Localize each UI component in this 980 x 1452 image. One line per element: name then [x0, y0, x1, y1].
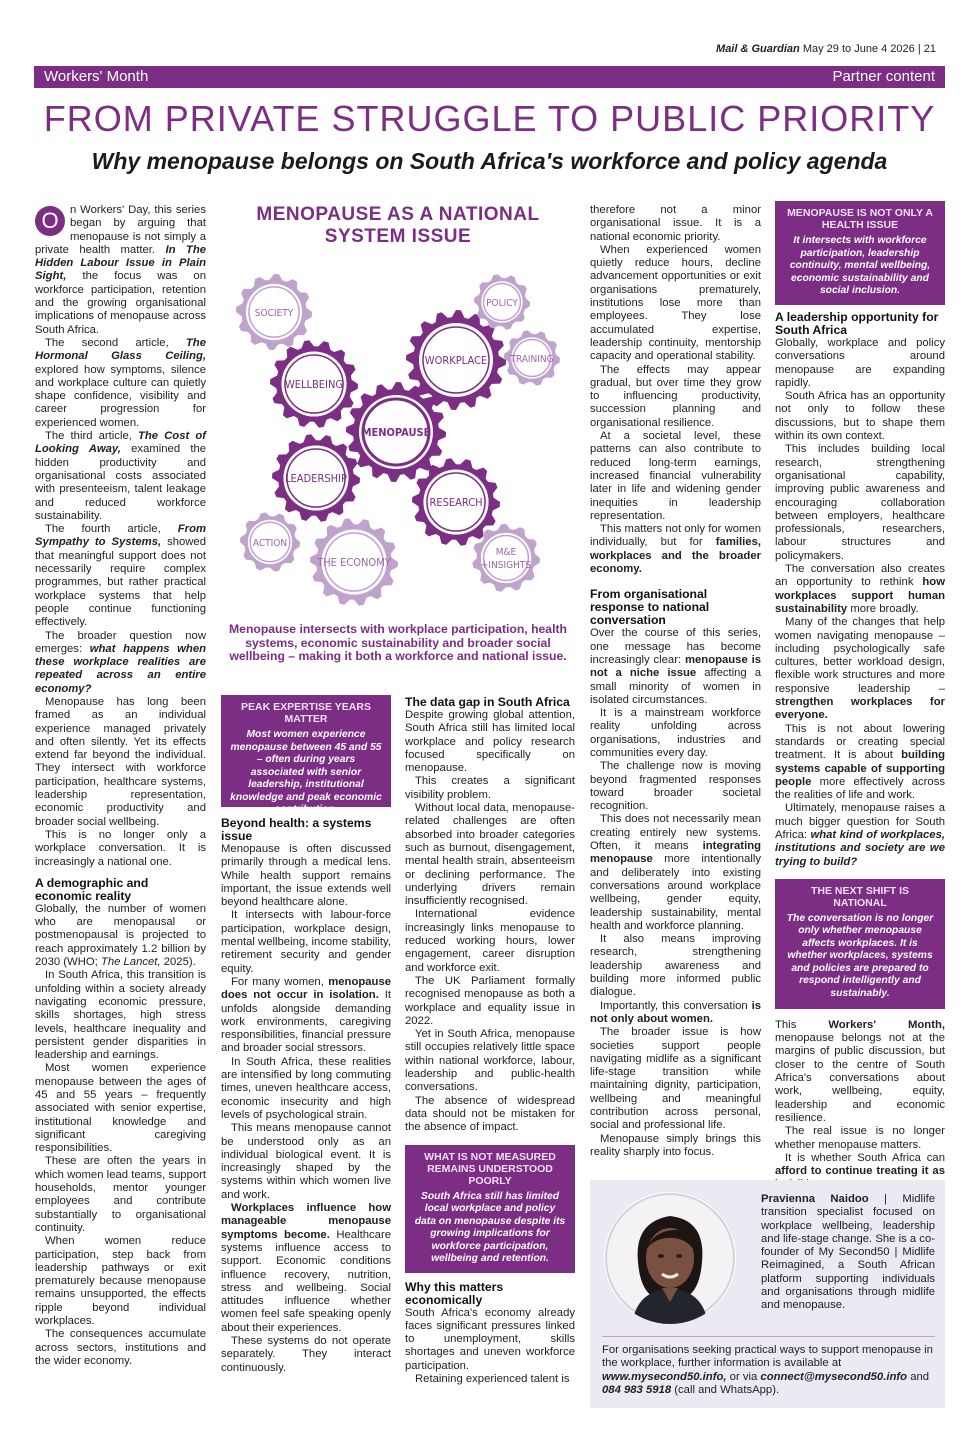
paragraph: This includes building local research, strengthening organisational capability, improving public awareness and encouraging collaboration between employers, healthcare professionals, researchers, labour structures and policymakers.: [775, 443, 945, 562]
gear-label: ACTION: [252, 538, 288, 549]
gear-action: [240, 512, 300, 571]
gear-label: RESEARCH: [429, 496, 483, 509]
box-title: PEAK EXPERTISE YEARS MATTER: [241, 701, 371, 725]
subheading: The data gap in South Africa: [405, 695, 570, 709]
paragraph: In South Africa, this transition is unfolding within a society already navigating economic pressure, skills shortages, high stress levels, healthcare inequality and persistent gender disparities in leadership and earnings.: [35, 969, 206, 1062]
column-4: [590, 204, 761, 1159]
column-5: [775, 311, 945, 1192]
partner-label: Partner content: [832, 68, 935, 85]
paragraph: Retaining experienced talent is: [415, 1372, 570, 1385]
box-body: The conversation is no longer only whether menopause affects workplaces. It is whether workplaces, systems and policies are prepared to respond intelligently and sustainably.: [786, 912, 934, 999]
paragraph: It is a mainstream workforce reality unfolding across organisations, industries and communities every day.: [590, 707, 761, 759]
headline: FROM PRIVATE STRUGGLE TO PUBLIC PRIORITY: [43, 98, 936, 139]
paragraph: The consequences accumulate across sectors, institutions and the wider economy.: [35, 1328, 206, 1367]
paragraph: The conversation also creates an opportunity to rethink how workplaces support human sustainability more broadly.: [775, 563, 945, 615]
menopause-gear-diagram: [222, 254, 574, 622]
gear-label: WELLBEING: [284, 378, 344, 391]
masthead: Mail & Guardian May 29 to June 4 2026 | 21: [716, 43, 936, 55]
paragraph: The absence of widespread data should not be mistaken for the absence of impact.: [405, 1094, 575, 1134]
box-title: WHAT IS NOT MEASURED REMAINS UNDERSTOOD POORLY: [424, 1150, 556, 1187]
paragraph: Ultimately, menopause raises a much bigger question for South Africa: what kind of workplaces, institutions and society are we trying to build?: [775, 802, 945, 868]
author-contact: For organisations seeking practical ways to support menopause in the workplace, further information is available at www.mysecond50.info, or via connect@mysecond50.info and 084 983 5918 (call and WhatsApp).: [602, 1344, 933, 1396]
box-title: THE NEXT SHIFT IS NATIONAL: [810, 884, 909, 909]
gear-the-economy: [310, 518, 398, 605]
next-shift-box: [775, 879, 945, 1009]
column-3: [405, 696, 575, 1386]
paragraph: The broader question now emerges: what happens when these workplace realities are repeated across an entire economy?: [35, 629, 206, 695]
email-link[interactable]: connect@mysecond50.info: [760, 1370, 908, 1383]
box-body: Most women experience menopause between 45 and 55 – often during years associated with senior leadership, institutional knowledge and peak economic contribution.: [230, 729, 382, 815]
gear-wellbeing: [270, 340, 358, 427]
box-body: It intersects with workforce participation, leadership continuity, mental wellbeing, economic sustainability and social inclusion.: [789, 235, 931, 296]
paragraph: The fourth article, From Sympathy to Systems, showed that meaningful support does not necessarily require complex programmes, but rather practical workplace systems that help people continue functioning effectively.: [35, 523, 207, 629]
paragraph: Despite growing global attention, South Africa still has limited local workplace and policy research focused specifically on menopause.: [405, 709, 575, 775]
paragraph: Many of the changes that help women navigating menopause – including psychologically safe cultures, better workload design, flexible work structures and more responsive leadership – strengthen workplaces for everyone.: [775, 616, 945, 722]
subheading: A leadership opportunity for South Africa: [775, 310, 939, 337]
paper-name: Mail & Guardian: [716, 43, 800, 55]
infographic-caption: Menopause intersects with workplace participation, health systems, economic sustainability and broader social wellbeing – making it both a workforce and national issue.: [229, 622, 567, 663]
paragraph: therefore not a minor organisational issue. It is a national economic priority.: [590, 204, 761, 243]
paragraph: Importantly, this conversation is not only about women.: [590, 999, 761, 1025]
column-2: [221, 817, 391, 1375]
website-link[interactable]: www.mysecond50.info,: [602, 1370, 727, 1383]
not-measured-box: [405, 1145, 575, 1273]
author-divider: [602, 1336, 935, 1337]
gear-label: M&E: [495, 547, 517, 558]
box-title: MENOPAUSE IS NOT ONLY A HEALTH ISSUE: [787, 207, 933, 231]
paragraph: At a societal level, these patterns can also contribute to reduced long-term earnings, increased financial vulnerability later in life and widening gender inequities in leadership representation.: [590, 430, 761, 522]
issue-date: May 29 to June 4 2026: [802, 43, 915, 55]
intro-paragraph: O n Workers' Day, this series began by arguing that menopause is not simply a private health matter. In The Hidden Labour Issue in Plain Sight, the focus was on workforce participation, retention and the growing organisational implications of menopause across South Africa.: [35, 204, 207, 336]
page-number: 21: [923, 43, 936, 55]
paragraph: Yet in South Africa, menopause still occupies relatively little space within national workforce, labour, leadership and public-health conversations.: [405, 1028, 575, 1094]
paragraph: This Workers' Month, menopause belongs not at the margins of public discussion, but closer to the centre of South Africa's conversations about work, wellbeing, equity, leadership and economic resilience.: [775, 1018, 946, 1124]
portrait-image: [604, 1192, 736, 1324]
paragraph: South Africa has an opportunity not only to follow these discussions, but to shape them within its own context.: [775, 390, 945, 443]
gear-label: WORKPLACE: [424, 354, 488, 367]
deck: Why menopause belongs on South Africa's workforce and policy agenda: [91, 148, 888, 174]
paragraph: This is not about lowering standards or creating special treatment. It is about building systems capable of supporting people more effectively across the realities of life and work.: [775, 722, 946, 802]
gear-policy: [474, 274, 530, 329]
gear-label: THE ECONOMY: [317, 556, 391, 569]
paragraph: When women reduce participation, step back from leadership pathways or exit prematurely because menopause remains unsupported, the effects ripple beyond individual workplaces.: [35, 1235, 206, 1328]
subheading: From organisational response to national conversation: [590, 587, 710, 628]
paragraph: This means menopause cannot be understood only as an individual biological event. It is increasingly shaped by the systems within which women live and work.: [221, 1122, 391, 1201]
author-photo: [604, 1192, 736, 1324]
author-name: Pravienna Naidoo: [761, 1193, 869, 1205]
box-body: South Africa still has limited local workplace and policy data on menopause despite its growing implications for workforce participation, wellbeing and retention.: [414, 1190, 566, 1264]
paragraph: South Africa's economy already faces significant pressures linked to unemployment, skills shortages and uneven workforce participation.: [405, 1306, 575, 1372]
paragraph: These systems do not operate separately. They interact continuously.: [221, 1334, 391, 1374]
paragraph: Workplaces influence how manageable menopause symptoms become. Healthcare systems influence access to support. Economic conditions influence recovery, nutrition, stress and wellbeing. Social attitudes influence whether women feel safe speaking openly about their experiences.: [221, 1202, 391, 1334]
section-bar: [34, 66, 945, 88]
paragraph: It is whether South Africa can afford to continue treating it as: [775, 1151, 945, 1178]
phone-number: 084 983 5918: [602, 1383, 672, 1396]
infographic-title: MENOPAUSE AS A NATIONAL SYSTEM ISSUE: [256, 204, 540, 247]
gear-label: LEADERSHIP: [285, 472, 347, 485]
gear-label: SOCIETY: [254, 308, 294, 319]
subheading: A demographic and economic reality: [35, 875, 149, 903]
paragraph: Menopause is often discussed primarily through a medical lens. While health support remains important, the issue extends well beyond healthcare alone.: [221, 843, 391, 909]
paragraph: Globally, workplace and policy conversations around menopause are expanding rapidly.: [775, 337, 945, 389]
drop-cap: O: [35, 206, 65, 236]
paragraph: This creates a significant visibility problem.: [405, 775, 575, 801]
section-label: Workers' Month: [44, 68, 149, 85]
paragraph: Over the course of this series, one message has become increasingly clear: menopause is not a niche issue affecting a small minority of women in isolated circumstances.: [590, 627, 762, 706]
paragraph: When experienced women quietly reduce hours, decline advancement opportunities or exit organisations prematurely, institutions lose more than employees. They lose accumulated expertise, leadership continuity, mentorship capacity and operational stability.: [590, 243, 761, 363]
paragraph: The challenge now is moving beyond fragmented responses toward broader societal recognition.: [590, 760, 761, 813]
paragraph: Menopause has long been framed as an individual experience managed privately and often silently. Yet its effects extend far beyond the individual. They intersect with workforce participation, healthcare systems, leadership representation, economic productivity and broader social wellbeing.: [35, 695, 206, 828]
paragraph: Without local data, menopause-related challenges are often absorbed into broader categories such as burnout, disengagement, mental health strain, absenteeism or declining performance. The underlying drivers remain insufficiently recognised.: [405, 802, 575, 908]
paragraph: It intersects with labour-force participation, workplace design, mental wellbeing, income stability, retirement security and gender equity.: [221, 909, 391, 975]
subheading: Beyond health: a systems issue: [221, 816, 372, 843]
gear-label: TRAINING: [510, 354, 554, 365]
gear-label: +INSIGHTS: [480, 560, 532, 571]
paragraph: For many women, menopause does not occur in isolation. It unfolds alongside demanding work environments, caregiving responsibilities, financial pressure and broader social stressors.: [221, 975, 392, 1055]
paragraph: It also means improving research, strengthening leadership awareness and building more informed public dialogue.: [590, 933, 761, 999]
gear-society: [236, 274, 312, 350]
paragraph: Globally, the number of women who are menopausal or postmenopausal is projected to reach approximately 1.2 billion by 2030 (WHO; The Lancet, 2025).: [35, 902, 206, 969]
paragraph: Most women experience menopause between the ages of 45 and 55 years – frequently associated with senior expertise, institutional knowledge and significant caregiving responsibilities.: [35, 1062, 206, 1155]
paragraph: International evidence increasingly links menopause to reduced working hours, lower engagement, career disruption and workforce exit.: [405, 908, 575, 974]
paragraph: The UK Parliament formally recognised menopause as both a workplace and equality issue in 2022.: [405, 974, 575, 1027]
paragraph: Menopause simply brings this reality sharply into focus.: [590, 1132, 761, 1158]
peak-expertise-box: [221, 695, 391, 815]
column-1: [35, 204, 206, 1368]
paragraph: The third article, The Cost of Looking Away, examined the hidden productivity and organisational costs associated with presenteeism, talent leakage and reduced workforce sustainability.: [35, 430, 207, 522]
not-only-health-box: [775, 201, 945, 305]
subheading: Why this matters economically: [405, 1279, 504, 1307]
gear-leadership: [272, 434, 360, 521]
paragraph: This does not necessarily mean creating entirely new systems. Often, it means integrating menopause more intentionally and deliberately into existing conversations around workplace wellbeing, gender equity, leadership sustainability, mental health and workforce planning.: [590, 813, 762, 932]
gear-label: POLICY: [486, 298, 518, 309]
paragraph: This matters not only for women individually, but for families, workplaces and the broader economy.: [590, 523, 761, 576]
paragraph: The real issue is no longer whether menopause matters.: [775, 1125, 945, 1151]
gear-training: [504, 330, 560, 385]
paragraph: In South Africa, these realities are intensified by long commuting times, uneven healthcare access, economic insecurity and high levels of psychological strain.: [221, 1055, 391, 1121]
paragraph: This is no longer only a workplace conversation. It is increasingly a national one.: [35, 828, 206, 868]
paragraph: The broader issue is how societies support people navigating midlife as a significant life-stage transition while maintaining dignity, participation, wellbeing and meaningful contribution across personal, social and professional life.: [590, 1026, 761, 1132]
paragraph: These are often the years in which women lead teams, support households, mentor younger employees and contribute substantially to organisational continuity.: [35, 1155, 206, 1234]
author-bio: Pravienna Naidoo | Midlife transition specialist focused on workplace wellbeing, leadership and life-stage change. She is a co-founder of My Second50 | Midlife Reimagined, a South African platform supporting individuals and organisations through midlife and menopause.: [761, 1193, 935, 1312]
paragraph: The effects may appear gradual, but over time they grow to influencing productivity, succession planning and organisational resilience.: [590, 363, 761, 429]
paragraph: The second article, The Hormonal Glass Ceiling, explored how symptoms, silence and workplace culture can quietly shape confidence, visibility and career progression for experienced women.: [35, 336, 206, 429]
gear-label: MENOPAUSE: [361, 426, 431, 439]
